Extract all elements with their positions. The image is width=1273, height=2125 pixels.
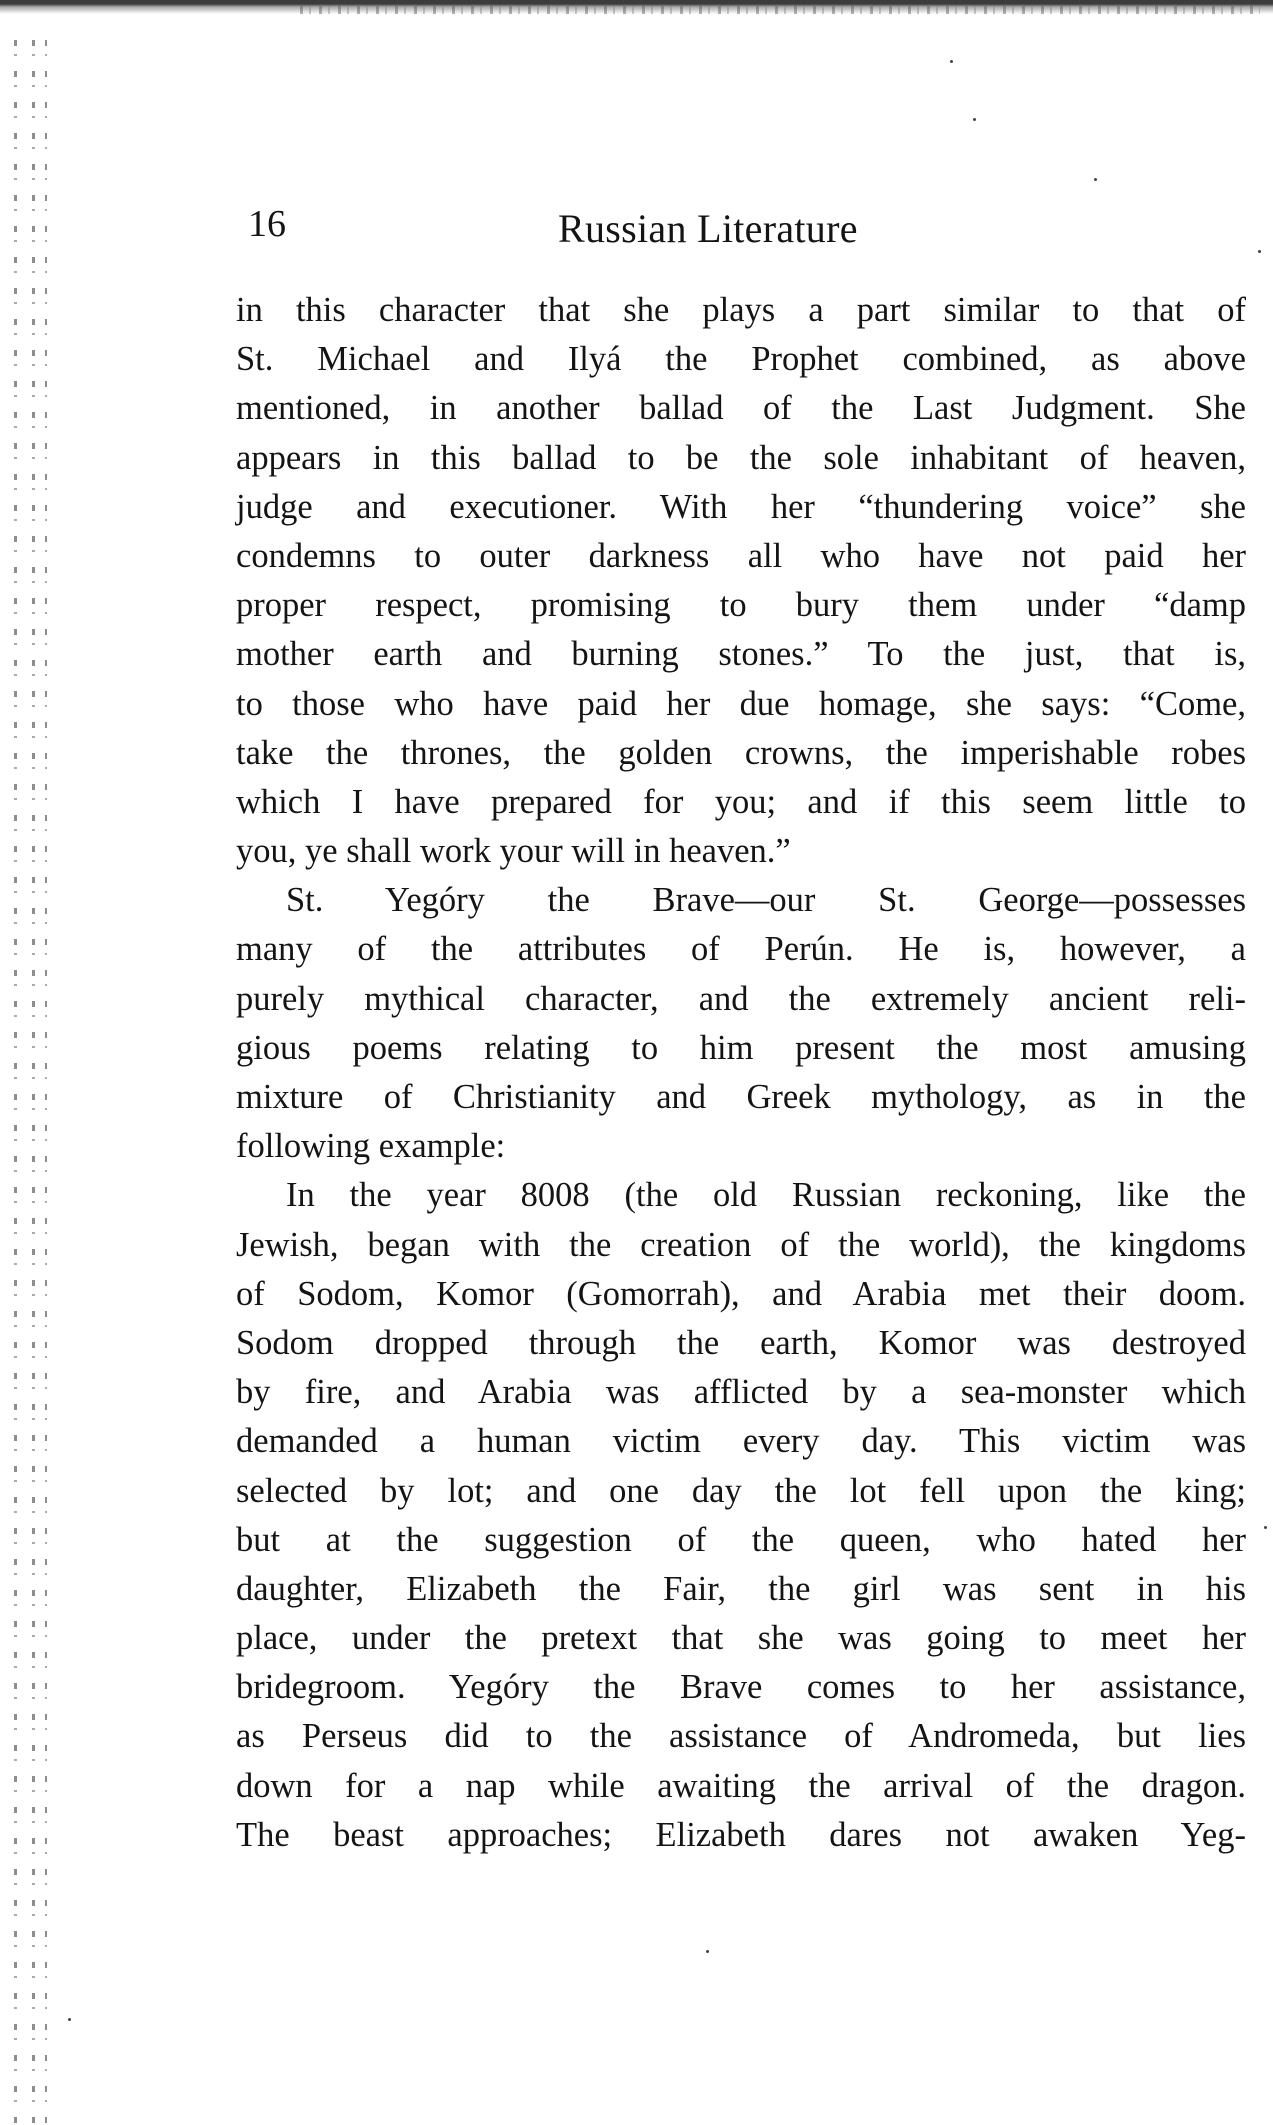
scan-speck: [68, 2018, 71, 2021]
text-line: mother earth and burning stones.” To the just, that is,: [236, 635, 1246, 674]
scan-binding-edge: [14, 40, 58, 2125]
text-line: many of the attributes of Perún. He is, however, a: [236, 930, 1246, 969]
scan-speck: [973, 118, 976, 121]
paragraph-last-line: you, ye shall work your will in heaven.”: [236, 832, 791, 871]
text-line: The beast approaches; Elizabeth dares not awaken Yeg-: [236, 1815, 1246, 1854]
paragraph-last-line: following example:: [236, 1127, 506, 1166]
text-line: of Sodom, Komor (Gomorrah), and Arabia met their doom.: [236, 1274, 1246, 1313]
text-line: mentioned, in another ballad of the Last Judgment. She: [236, 389, 1246, 428]
text-line: place, under the pretext that she was going to meet her: [236, 1619, 1246, 1658]
scan-speck: [1264, 1526, 1267, 1529]
text-line: down for a nap while awaiting the arrival of the dragon.: [236, 1766, 1246, 1805]
running-head: [240, 200, 1250, 260]
text-line: condemns to outer darkness all who have not paid her: [236, 536, 1246, 575]
text-line: bridegroom. Yegóry the Brave comes to her assistance,: [236, 1668, 1246, 1707]
text-line: selected by lot; and one day the lot fell upon the king;: [236, 1471, 1246, 1510]
scan-speck: [1094, 178, 1097, 181]
text-line: Jewish, began with the creation of the world), the kingdoms: [236, 1225, 1246, 1264]
text-line: demanded a human victim every day. This victim was: [236, 1422, 1246, 1461]
text-line: in this character that she plays a part similar to that of: [236, 291, 1246, 329]
text-line: Sodom dropped through the earth, Komor was destroyed: [236, 1323, 1246, 1362]
paragraph-first-line: In the year 8008 (the old Russian reckoning, like the: [286, 1176, 1246, 1215]
text-line: as Perseus did to the assistance of Andromeda, but lies: [236, 1717, 1246, 1756]
body-text: [236, 286, 1246, 1860]
text-line: purely mythical character, and the extremely ancient reli-: [236, 979, 1246, 1018]
text-line: daughter, Elizabeth the Fair, the girl was sent in his: [236, 1569, 1246, 1608]
page-number: 16: [248, 203, 286, 245]
text-line: by fire, and Arabia was afflicted by a sea-monster which: [236, 1373, 1246, 1412]
scan-speck: [1258, 250, 1261, 253]
text-line: St. Michael and Ilyá the Prophet combined, as above: [236, 340, 1246, 379]
text-line: proper respect, promising to bury them under “damp: [236, 586, 1246, 625]
text-line: judge and executioner. With her “thundering voice” she: [236, 487, 1246, 526]
paragraph-first-line: St. Yegóry the Brave—our St. George—possesses: [286, 881, 1246, 920]
scan-speck: [706, 1950, 709, 1953]
text-line: take the thrones, the golden crowns, the imperishable robes: [236, 733, 1246, 772]
running-title: Russian Literature: [558, 206, 858, 251]
text-line: mixture of Christianity and Greek mythology, as in the: [236, 1078, 1246, 1116]
text-line: which I have prepared for you; and if this seem little to: [236, 782, 1246, 821]
text-line: to those who have paid her due homage, she says: “Come,: [236, 684, 1246, 723]
text-line: but at the suggestion of the queen, who hated her: [236, 1520, 1246, 1559]
text-line: appears in this ballad to be the sole inhabitant of heaven,: [236, 438, 1246, 477]
scan-top-noise: [300, 6, 1260, 14]
scan-speck: [950, 60, 953, 63]
text-line: gious poems relating to him present the most amusing: [236, 1028, 1246, 1067]
